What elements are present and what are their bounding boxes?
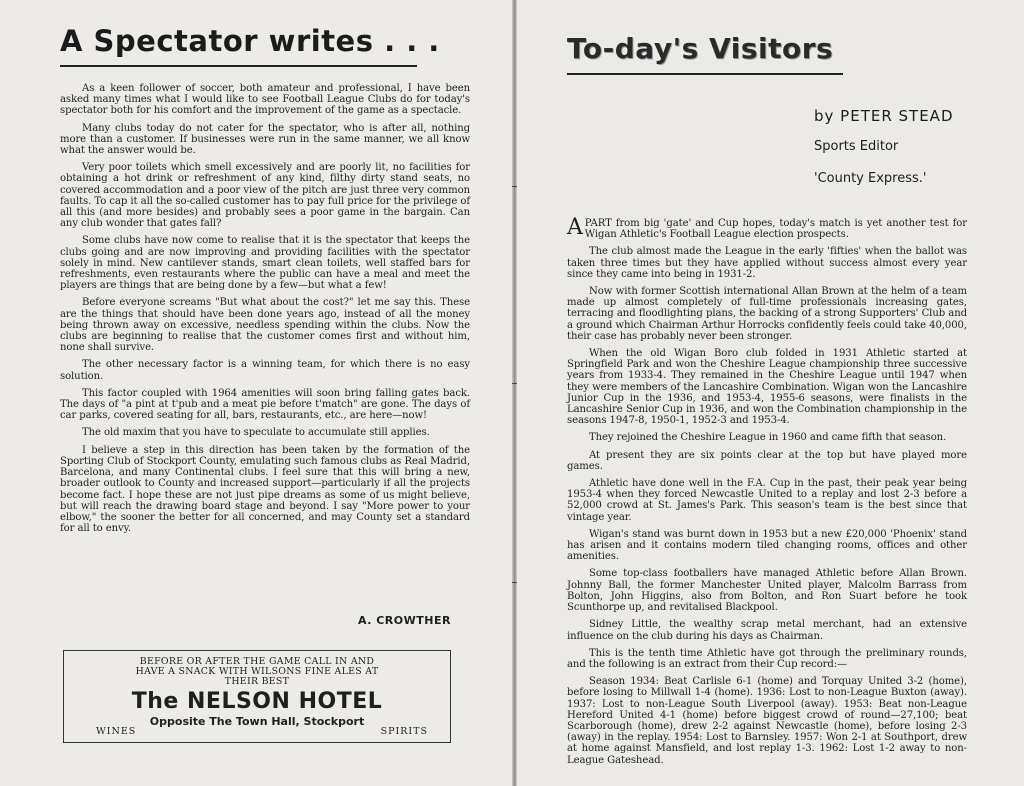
article-paragraph: Some clubs have now come to realise that it is the spectator that keeps the clubs going and are now improving and providing facilities with the spectator solely in mind. New cantilever stands, smart clean toilets, well staffed bars for refreshments, even restaurants where the public can have a meal and meet the players are things that are being done by a few—but what a few!	[60, 235, 470, 292]
byline-paper: 'County Express.'	[814, 171, 927, 186]
article-paragraph: At present they are six points clear at the top but have played more games.	[567, 449, 967, 472]
article-paragraph: As a keen follower of soccer, both amateur and professional, I have been asked many times what I would like to see Football League Clubs do for today's spectator both for his comfort and the improvement of the game as a spectacle.	[60, 83, 470, 117]
spectator-article	[60, 83, 470, 540]
advert-line-2: HAVE A SNACK WITH WILSONS FINE ALES AT	[135, 666, 379, 677]
article-paragraph: Some top-class footballers have managed Athletic before Allan Brown. Johnny Ball, the former Manchester United player, Malcolm Barrass from Bolton, John Higgins, also from Bolton, and Ron Suart before he took Scunthorpe up, and revitalised Blackpool.	[567, 568, 967, 614]
visitors-article	[567, 215, 967, 772]
article-paragraph: This factor coupled with 1964 amenities will soon bring falling gates back. The days of "a pint at t'pub and a meat pie before t'match" are gone. The days of car parks, covered seating for all, bars, restaurants, etc., are here—now!	[60, 387, 470, 422]
article-paragraph: Sidney Little, the wealthy scrap metal merchant, had an extensive influence on the club during his days as Chairman.	[567, 619, 967, 642]
first-paragraph-text: PART from big 'gate' and Cup hopes, today's match is yet another test for Wigan Athletic's Football League election prospects.	[584, 218, 967, 241]
advert-address: Opposite The Town Hall, Stockport	[149, 715, 365, 728]
article-paragraph: They rejoined the Cheshire League in 1960 and came fifth that season.	[589, 432, 947, 444]
article-paragraph: Now with former Scottish international Allan Brown at the helm of a team made up almost completely of full-time professionals increasing gates, terracing and floodlighting plans, the backing of a strong Supporters' Club and a ground which Chairman Arthur Horrocks confidently feels could take 40,000, their case has probably never been stronger.	[567, 286, 967, 342]
drop-cap: A	[567, 215, 583, 240]
byline: by PETER STEAD	[814, 107, 954, 125]
left-title-rule	[60, 65, 417, 67]
byline-role: Sports Editor	[814, 139, 899, 154]
advert-wines: WINES	[96, 726, 137, 737]
author-signature: A. CROWTHER	[358, 614, 451, 627]
article-first-paragraph	[567, 215, 967, 241]
nelson-hotel-advert	[63, 650, 451, 743]
right-page-title: To-day's Visitors	[567, 32, 834, 65]
advert-spirits: SPIRITS	[380, 726, 428, 737]
article-paragraph: Athletic have done well in the F.A. Cup in the past, their peak year being 1953-4 when they forced Newcastle United to a replay and lost 2-3 before a 52,000 crowd at St. James's Park. This season's team is the best since that vintage year.	[567, 478, 967, 523]
article-paragraph: The club almost made the League in the early 'fifties' when the ballot was taken three times but they have applied without success almost every year since they came into being in 1931-2.	[567, 246, 967, 280]
article-paragraph: Very poor toilets which smell excessively and are poorly lit, no facilities for obtaining a hot drink or refreshment of any kind, filthy dirty stand seats, no covered accommodation and a poor view of the pitch are just three very common faults. To cap it all the so-called customer has to pay full price for the privilege of all this (and more besides) and probably sees a poor game in the bargain. Can any club wonder that gates fall?	[60, 162, 470, 230]
article-paragraph: Many clubs today do not cater for the spectator, who is after all, nothing more than a customer. If businesses were run in the same manner, we all know what the answer would be.	[60, 122, 470, 157]
article-paragraph: This is the tenth time Athletic have got through the preliminary rounds, and the following is an extract from their Cup record:—	[567, 647, 967, 670]
article-paragraph: The other necessary factor is a winning team, for which there is no easy solution.	[60, 359, 470, 382]
article-paragraph: I believe a step in this direction has been taken by the formation of the Sporting Club of Stockport County, emulating such famous clubs as Real Madrid, Barcelona, and many Continental clubs. I feel sure that this will bring a new, broader outlook to County and increased support—particularly if all the projects become fact. I hope these are not just pipe dreams as some of us might believe, but will reach the drawing board stage and beyond. I say "More power to your elbow," the sooner the better for all concerned, and may County set a standard for all to envy.	[60, 444, 470, 535]
right-title-rule	[567, 73, 843, 75]
article-paragraph: Wigan's stand was burnt down in 1953 but a new £20,000 'Phoenix' stand has arisen and it contains modern tiled changing rooms, offices and other amenities.	[567, 528, 967, 563]
right-page	[517, 0, 1024, 786]
cup-record-paragraph: Season 1934: Beat Carlisle 6-1 (home) and Torquay United 3-2 (home), before losing to Millwall 1-4 (home). 1936: Lost to non-League Buxton (away). 1937: Lost to non-League South Liverpool (away). 1953: Beat non-League Hereford United 4-1 (home) before biggest crowd of round—27,100; beat Scarborough (home), drew 2-2 against Newcastle (home), before losing 2-3 (away) in the replay. 1954: Lost to Barnsley. 1957: Won 2-1 at Southport, drew at home against Mansfield, and lost replay 1-3. 1962: Lost 1-2 away to non-League Gateshead.	[567, 676, 967, 766]
left-page-title: A Spectator writes . . .	[60, 24, 440, 58]
advert-line-3: THEIR BEST	[224, 676, 290, 687]
article-paragraph: Before everyone screams "But what about the cost?" let me say this. These are the things that should have been done years ago, instead of all the money being thrown away on excessive, needless spending within the clubs. Now the clubs are beginning to realise that the customer comes first and without him, none shall survive.	[60, 297, 470, 354]
article-paragraph: When the old Wigan Boro club folded in 1931 Athletic started at Springfield Park and won the Cheshire League championship three successive years from 1933-4. They remained in the Cheshire League until 1947 when they were members of the Lancashire Combination. Wigan won the Lancashire Junior Cup in the 1936, and 1953-4, 1955-6 seasons, were finalists in the Lancashire Senior Cup in 1936, and won the Combination championship in the seasons 1947-8, 1950-1, 1952-3 and 1953-4.	[567, 348, 967, 427]
advert-hotel-name: The NELSON HOTEL	[131, 689, 383, 714]
article-paragraph: The old maxim that you have to speculate to accumulate still applies.	[82, 427, 430, 439]
advert-line-1: BEFORE OR AFTER THE GAME CALL IN AND	[139, 656, 375, 667]
